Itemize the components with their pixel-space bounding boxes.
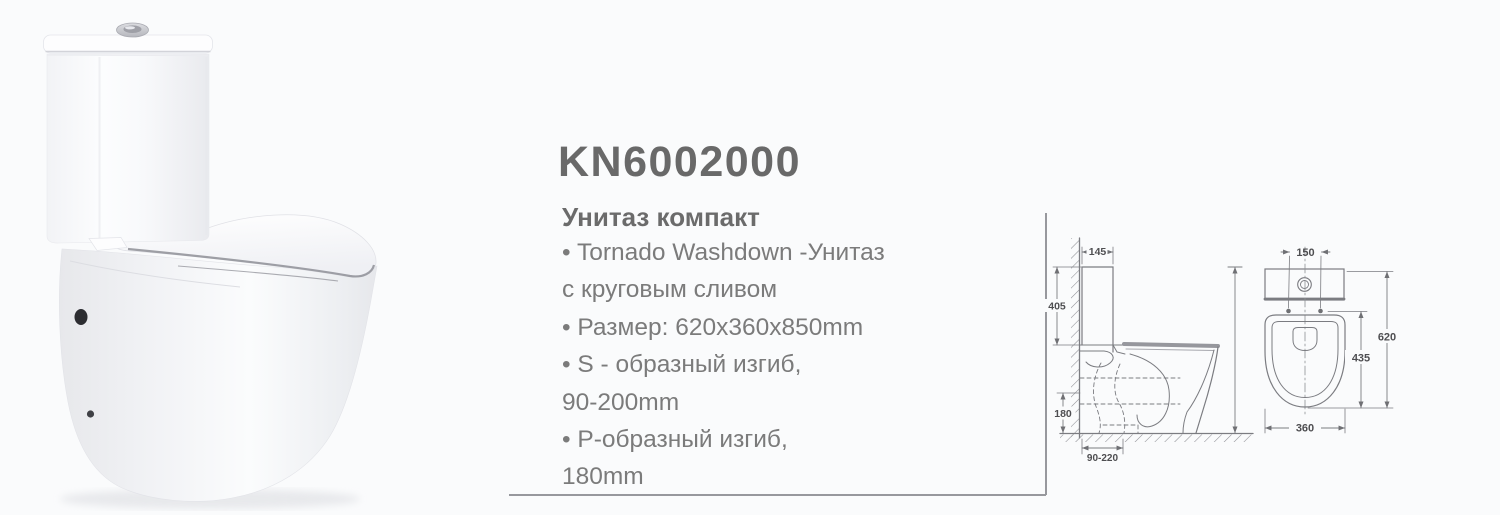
dim-360-label: 360	[1295, 422, 1315, 435]
bowl-cavity	[1130, 354, 1169, 427]
spec-line: • Размер: 620x360x850mm	[562, 313, 864, 341]
cistern-lid-shadow	[47, 55, 208, 56]
product-photo	[0, 0, 440, 515]
bowl-pedestal	[59, 249, 377, 501]
dim-150-label: 150	[1296, 247, 1315, 259]
side-fixing-hole-small	[87, 410, 94, 417]
seat-bar	[1124, 344, 1218, 346]
divider-horizontal	[509, 494, 1046, 496]
spec-line: 90-200mm	[562, 388, 680, 416]
product-name: Унитаз компакт	[562, 202, 760, 232]
dim-405-label: 405	[1048, 300, 1066, 313]
flush-button	[117, 23, 149, 37]
spec-line: 180mm	[562, 463, 644, 491]
cistern-body	[47, 54, 209, 243]
dim-180-label: 180	[1054, 408, 1072, 420]
spec-line: • S - образный изгиб,	[562, 351, 802, 379]
floor-hatch	[1060, 435, 1253, 443]
technical-drawing	[1040, 200, 1460, 505]
spec-line: • Tornado Washdown -Унитаз	[562, 239, 885, 266]
toilet-illustration	[44, 23, 378, 509]
side-fixing-hole	[75, 309, 88, 325]
side-view-drawing	[1045, 238, 1253, 464]
dim-90-220-label: 90-220	[1086, 453, 1119, 464]
spec-line: • P-образный изгиб,	[562, 426, 788, 454]
tank-outline	[1082, 267, 1113, 352]
dim-435-label: 435	[1351, 352, 1371, 365]
product-specs	[562, 234, 885, 496]
bowl-front-face	[1196, 347, 1218, 433]
tank-front	[1265, 269, 1344, 300]
dim-145-label: 145	[1088, 246, 1107, 258]
trapway-hidden	[1094, 363, 1101, 433]
dim-620-label: 620	[1377, 331, 1397, 344]
cistern-lid	[44, 35, 213, 53]
front-view-drawing	[1265, 247, 1403, 435]
flush-button-drawing	[1298, 278, 1312, 292]
spec-line: с круговым сливом	[562, 276, 778, 304]
product-code: KN6002000	[558, 138, 802, 186]
